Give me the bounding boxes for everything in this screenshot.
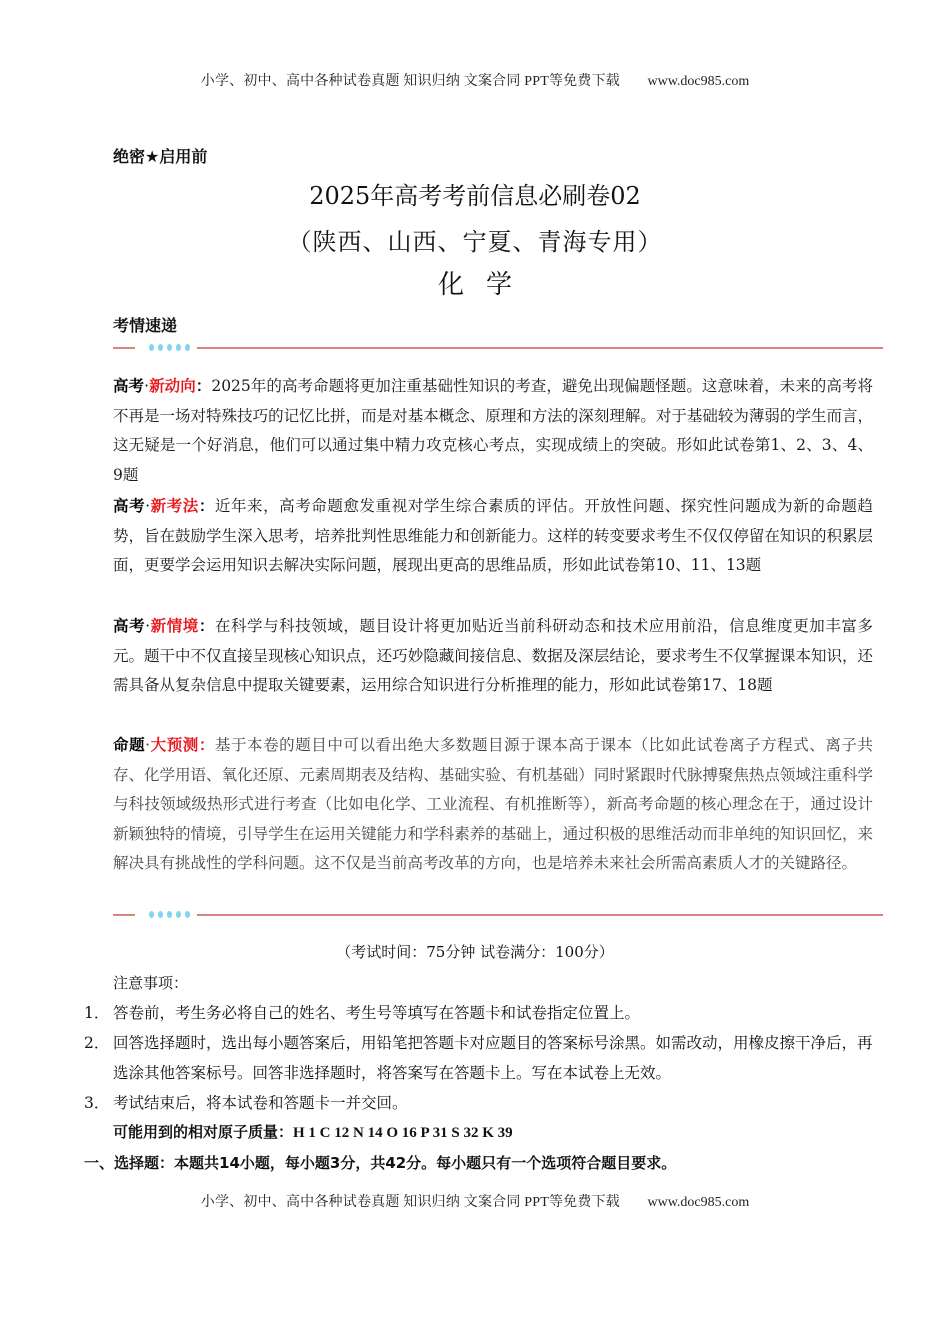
notice-number: 2． <box>84 1034 110 1052</box>
section-heading-choice: 一、选择题：本题共14小题，每小题3分，共42分。每小题只有一个选项符合题目要求。 <box>84 1154 677 1172</box>
divider-bottom <box>113 910 883 920</box>
paragraph-new-trend <box>113 371 873 490</box>
paragraph-body: 基于本卷的题目中可以看出绝大多数题目源于课本高于课本（比如此试卷离子方程式、离子共存、化学用语、氧化还原、元素周期表及结构、基础实验、有机基础）同时紧跟时代脉搏聚焦热点领域注重科学与科技领域级热形式进行考查（比如电化学、工业流程、有机推断等），新高考命题的核心理念在于，通过设计新颖独特的情境，引导学生在运用关键能力和学科素养的基础上，通过积极的思维活动而非单纯的知识回忆，来解决具有挑战性的学科问题。这不仅是当前高考改革的方向，也是培养未来社会所需高素质人才的关键路径。 <box>113 736 873 872</box>
notice-text: 回答选择题时，选出每小题答案后，用铅笔把答题卡对应题目的答案标号涂黑。如需改动，用橡皮擦干净后，再选涂其他答案标号。回答非选择题时，将答案写在答题卡上。写在本试卷上无效。 <box>113 1034 873 1082</box>
divider-top <box>113 343 883 353</box>
lead-dot: · <box>145 617 151 635</box>
divider-line <box>197 347 883 349</box>
lead-highlight: 新动向 <box>149 377 196 395</box>
notice-number: 3． <box>84 1094 110 1112</box>
divider-line <box>113 347 135 349</box>
lead-label: 高考 <box>113 497 146 515</box>
notice-item <box>84 1028 874 1088</box>
divider-dots-icon <box>149 911 190 918</box>
page-header <box>0 70 950 90</box>
paragraph-body: 在科学与科技领域，题目设计将更加贴近当前科研动态和技术应用前沿，信息维度更加丰富多元。题干中不仅直接呈现核心知识点，还巧妙隐藏间接信息、数据及深层结论，要求考生不仅掌握课本知识，还需具备从复杂信息中提取关键要素，运用综合知识进行分析推理的能力，形如此试卷第17、18题 <box>113 617 873 694</box>
notice-item <box>84 1088 874 1118</box>
lead-dot: · <box>145 736 151 754</box>
secret-label: 绝密★启用前 <box>113 147 208 166</box>
lead-dot: · <box>144 377 150 395</box>
paragraph-body: 2025年的高考命题将更加注重基础性知识的考查，避免出现偏题怪题。这意味着，未来的高考将不再是一场对特殊技巧的记忆比拼，而是对基本概念、原理和方法的深刻理解。对于基础较为薄弱的学生而言，这无疑是一个好消息，他们可以通过集中精力攻克核心考点，实现成绩上的突破。形如此试卷第1、2、3、4、9题 <box>113 377 873 484</box>
footer-url[interactable]: www.doc985.com <box>647 1195 750 1210</box>
page-footer <box>0 1191 950 1211</box>
paragraph-body: 近年来，高考命题愈发重视对学生综合素质的评估。开放性问题、探究性问题成为新的命题趋势，旨在鼓励学生深入思考，培养批判性思维能力和创新能力。这样的转变要求考生不仅仅停留在知识的积累层面，更要学会运用知识去解决实际问题，展现出更高的思维品质，形如此试卷第10、11、13题 <box>113 497 873 574</box>
exam-subject: 化学 <box>437 270 534 300</box>
lead-highlight: 新考法 <box>150 497 199 515</box>
divider-line <box>113 914 135 916</box>
header-url[interactable]: www.doc985.com <box>647 74 750 89</box>
lead-dot: · <box>145 497 151 515</box>
lead-label: 高考 <box>113 377 145 395</box>
atomic-mass-label: 可能用到的相对原子质量： <box>113 1123 294 1141</box>
divider-dots-icon <box>149 344 190 351</box>
paragraph-prediction <box>113 731 873 879</box>
lead-highlight: 大预测 <box>150 736 199 754</box>
lead-colon: ： <box>195 376 212 395</box>
section-label: 考情速递 <box>113 316 178 335</box>
notice-title: 注意事项： <box>113 974 189 992</box>
divider-line <box>197 914 883 916</box>
paragraph-new-method <box>113 491 873 581</box>
lead-highlight: 新情境 <box>150 617 199 635</box>
header-text: 小学、初中、高中各种试卷真题 知识归纳 文案合同 PPT等免费下载 <box>200 74 620 89</box>
footer-text: 小学、初中、高中各种试卷真题 知识归纳 文案合同 PPT等免费下载 <box>200 1195 620 1210</box>
exam-title: 2025年高考考前信息必刷卷02 <box>309 182 641 210</box>
notice-item <box>84 998 874 1028</box>
exam-info: （考试时间：75分钟 试卷满分：100分） <box>336 943 614 961</box>
lead-label: 命题 <box>113 736 146 754</box>
exam-region: （陕西、山西、宁夏、青海专用） <box>287 228 663 256</box>
notice-text: 考试结束后，将本试卷和答题卡一并交回。 <box>113 1094 408 1112</box>
paragraph-new-context <box>113 611 873 701</box>
atomic-mass <box>113 1121 513 1142</box>
lead-colon: ： <box>198 616 215 635</box>
notice-number: 1． <box>84 1004 110 1022</box>
lead-colon: ： <box>198 496 215 515</box>
lead-colon: ： <box>198 736 215 754</box>
lead-label: 高考 <box>113 617 146 635</box>
notice-text: 答卷前，考生务必将自己的姓名、考生号等填写在答题卡和试卷指定位置上。 <box>113 1004 641 1022</box>
atomic-mass-values: H 1 C 12 N 14 O 16 P 31 S 32 K 39 <box>293 1125 513 1141</box>
notice-list <box>84 998 874 1118</box>
